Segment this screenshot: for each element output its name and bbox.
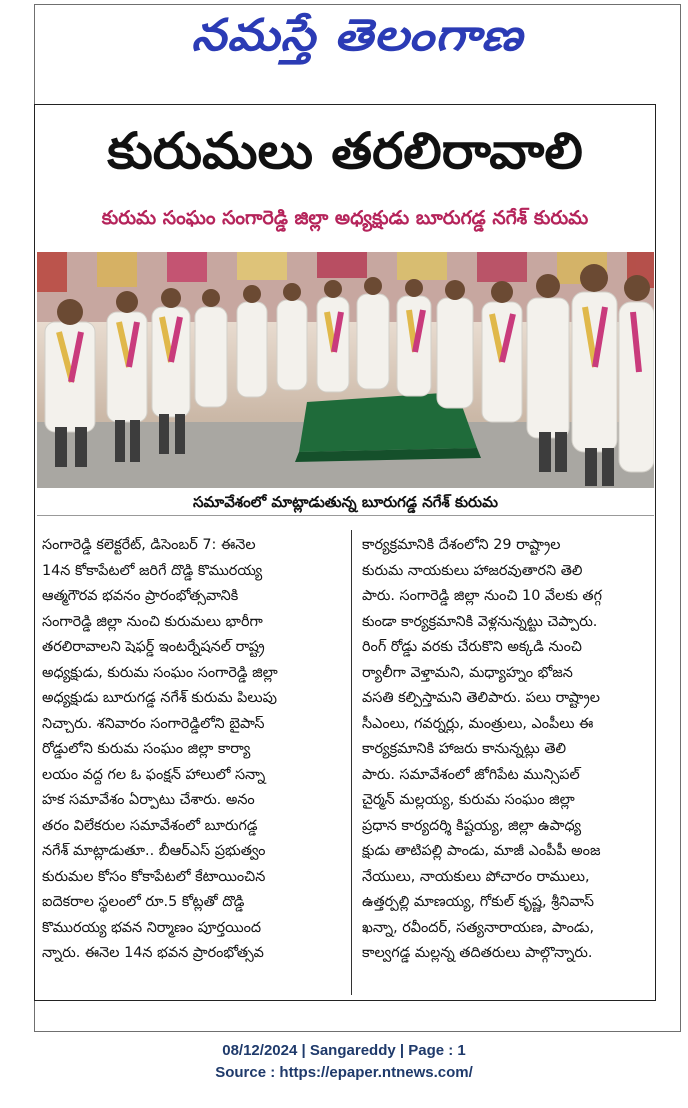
article-text-line: రింగ్ రోడ్డు వరకు చేరుకొని అక్కడి నుంచి — [362, 639, 582, 655]
footer-edition-info: 08/12/2024 | Sangareddy | Page : 1 — [222, 1042, 466, 1059]
article-text-line: నేయులు, నాయకులు పోచారం రాములు, — [362, 868, 590, 885]
article-subheadline: కురుమ సంఘం సంగారెడ్డి జిల్లా అధ్యక్షుడు బూరుగడ్డ నగేశ్ కురుమ — [101, 207, 589, 229]
article-text-line: హక సమావేశం ఏర్పాటు చేశారు. అనం — [42, 792, 255, 808]
masthead — [34, 6, 681, 76]
article-text-line: నిచ్చారు. శనివారం సంగారెడ్డిలోని బైపాస్ — [42, 715, 265, 732]
photo-caption: సమావేశంలో మాట్లాడుతున్న బూరుగడ్డ నగేశ్ కురుమ — [37, 489, 654, 516]
article-text-line: కాల్వగడ్డ మల్లన్న తదితరులు పాల్గొన్నారు. — [362, 945, 593, 961]
article-text-line: కొమురయ్య భవన నిర్మాణం పూర్తయింద — [42, 919, 262, 936]
article-text-line: తరం విలేకరుల సమావేశంలో బూరుగడ్డ — [42, 817, 258, 834]
article-text-line: న్నారు. ఈనెల 14న భవన ప్రారంభోత్సవ — [42, 945, 264, 961]
article-text-line: లయం వద్ద గల ఓ ఫంక్షన్ హాలులో సన్నా — [42, 766, 266, 783]
article-text-line: కురుమ నాయకులు హాజరవుతారని తెలి — [362, 562, 583, 579]
article-text-line: తరలిరావాలని షెఫర్డ్ ఇంటర్నేషనల్ రాష్ట్ర — [42, 639, 265, 655]
article-text-line: ర్యాలీగా వెళ్తామని, మధ్యాహ్నం భోజన — [362, 664, 573, 681]
article-text-line: సంగారెడ్డి కలెక్టరేట్, డిసెంబర్ 7: ఈనెల — [42, 537, 256, 553]
article-text-line: వసతి కల్పిస్తామని తెలిపారు. పలు రాష్ట్రాల — [362, 690, 600, 706]
article-text-line: ప్రధాన కార్యదర్శి కిష్టయ్య, జిల్లా ఉపాధ్య — [362, 817, 582, 834]
column-divider — [351, 530, 352, 995]
article-text-line: పారు. సంగారెడ్డి జిల్లా నుంచి 10 వేలకు తగ్గ — [362, 588, 603, 604]
article-text-line: రోడ్డులోని కురుమ సంఘం జిల్లా కార్యా — [42, 741, 251, 757]
article-text-line: అధ్యక్షుడు బూరుగడ్డ నగేశ్ కురుమ పిలుపు — [42, 690, 277, 706]
photo-illustration — [37, 252, 654, 488]
article-text-line: నగేశ్ మాట్లాడుతూ.. బీఆర్ఎస్ ప్రభుత్వం — [42, 843, 266, 859]
article-text-line: కార్యక్రమానికి హాజరు కానున్నట్లు తెలి — [362, 741, 567, 757]
article-text-line: కురుమల కోసం కోకాపేటలో కేటాయించిన — [42, 868, 266, 885]
article-text-line: ఉత్తర్పల్లి మాణయ్య, గోకుల్ కృష్ణ, శ్రీనివాస్ — [362, 894, 594, 910]
article-text-line: సంగారెడ్డి జిల్లా నుంచి కురుమలు భారీగా — [42, 613, 263, 630]
article-text-line: చైర్మన్ మల్లయ్య, కురుమ సంఘం జిల్లా — [362, 792, 575, 808]
article-text-line: అధ్యక్షుడు, కురుమ సంఘం సంగారెడ్డి జిల్లా — [42, 664, 278, 681]
article-text-line: ఆత్మగౌరవ భవనం ప్రారంభోత్సవానికి — [42, 588, 239, 604]
page-footer — [0, 1040, 688, 1084]
article-headline: కురుమలు తరలిరావాలి — [107, 122, 583, 180]
article-text-line: కార్యక్రమానికి దేశంలోని 29 రాష్ట్రాల — [362, 537, 561, 553]
article-text-line: సీఎంలు, గవర్నర్లు, మంత్రులు, ఎంపీలు ఈ — [362, 715, 594, 732]
article-text-line: కుండా కార్యక్రమానికి వెళ్లనున్నట్టు చెప్పారు. — [362, 613, 598, 630]
article-text-line: పారు. సమావేశంలో జోగిపేట మున్సిపల్ — [362, 766, 580, 783]
footer-source-link[interactable]: Source : https://epaper.ntnews.com/ — [215, 1064, 473, 1081]
article-left-column — [42, 533, 340, 967]
article-photo — [37, 252, 654, 488]
article-right-column — [362, 533, 650, 967]
article-text-line: ఐదెకరాల స్థలంలో రూ.5 కోట్లతో దొడ్డి — [42, 894, 245, 910]
article-text-line: ఖన్నా, రవీందర్, సత్యనారాయణ, పాండు, — [362, 919, 595, 936]
article-text-line: క్షుడు తాటిపల్లి పాండు, మాజీ ఎంపీపీ అంజ — [362, 843, 601, 859]
newspaper-logo: నమస్తే తెలంగాణ — [191, 10, 524, 61]
article-text-line: 14న కోకాపేటలో జరిగే దొడ్డి కొమురయ్య — [42, 562, 263, 579]
